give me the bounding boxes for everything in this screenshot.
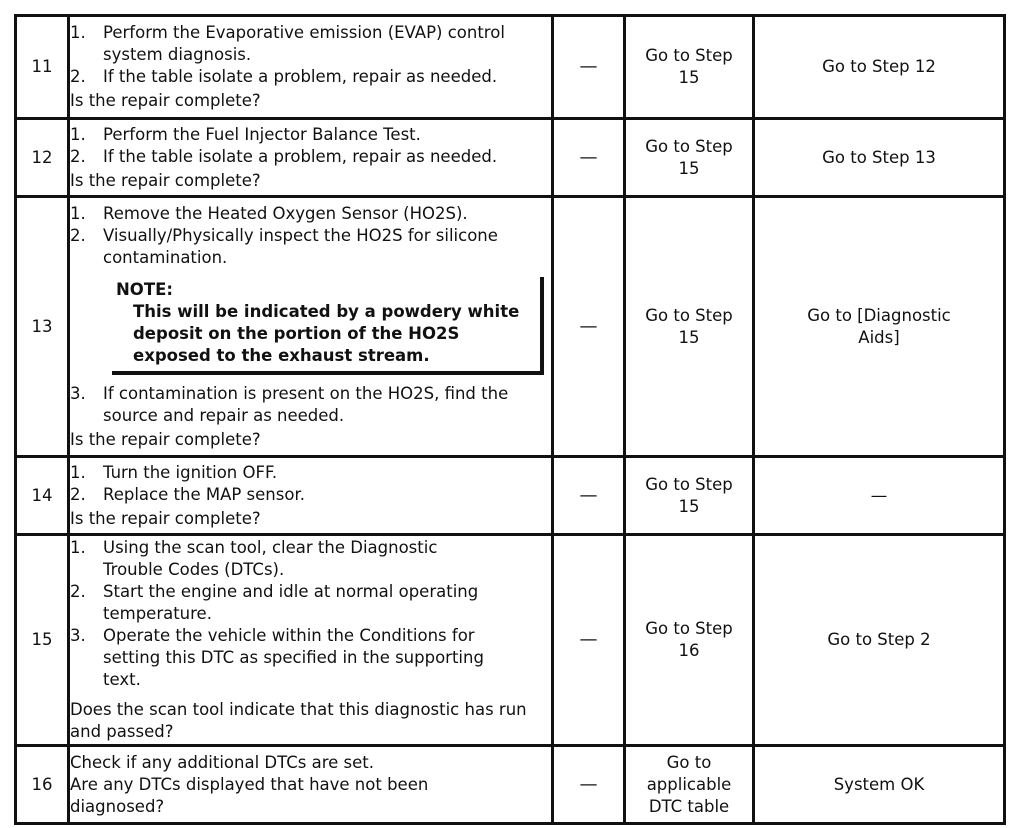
yes-action: Go to Step 16 [625,535,754,746]
value-cell: — [553,746,625,824]
step-number: 16 [16,746,69,824]
list-item: 1. Remove the Heated Oxygen Sensor (HO2S). [70,203,468,223]
yes-action: Go to applicable DTC table [625,746,754,824]
yes-action: Go to Step 15 [625,457,754,535]
step-number: 11 [16,16,69,119]
question-text: Is the repair complete? [70,170,261,190]
yes-action: Go to Step 15 [625,197,754,457]
table-row [16,457,1005,535]
step-number: 15 [16,535,69,746]
no-action: Go to Step 2 [754,535,1005,746]
table-row [16,119,1005,197]
list-item: 2. If the table isolate a problem, repair as needed. [70,67,498,86]
step-number: 14 [16,457,69,535]
list-item: 1. Perform the Evaporative emission (EVAP) control system diagnosis. [70,23,505,64]
table-row [16,197,1005,457]
action-cell [69,535,553,746]
question-text: Does the scan tool indicate that this diagnostic has run and passed? [70,700,527,741]
diagnostic-table [14,14,1006,825]
note-body: This will be indicated by a powdery white deposit on the portion of the HO2S exposed to the exhaust stream. [133,301,520,365]
step-number: 12 [16,119,69,197]
list-item: 2. If the table isolate a problem, repair as needed. [70,146,498,166]
list-item: 1. Turn the ignition OFF. [70,462,278,482]
note-title: NOTE: [116,279,173,299]
list-item: 1. Perform the Fuel Injector Balance Test. [70,124,421,144]
action-cell [69,457,553,535]
list-item: 3. If contamination is present on the HO2S, find the source and repair as needed. [70,383,509,425]
no-action: System OK [754,746,1005,824]
question-text: Is the repair complete? [70,508,261,528]
list-item: 1. Using the scan tool, clear the Diagnostic Trouble Codes (DTCs). [70,538,438,579]
table-row [16,746,1005,824]
list-item: 2. Start the engine and idle at normal operating temperature. [70,582,479,623]
list-item: 2. Replace the MAP sensor. [70,484,305,504]
table-row [16,535,1005,746]
no-action: Go to Step 13 [754,119,1005,197]
question-text: Are any DTCs displayed that have not been diagnosed? [70,774,429,816]
no-action: Go to [Diagnostic Aids] [754,197,1005,457]
no-action: — [754,457,1005,535]
value-cell: — [553,119,625,197]
action-cell [69,746,553,824]
list-item: 2. Visually/Physically inspect the HO2S for silicone contamination. [70,225,498,267]
list-item: 3. Operate the vehicle within the Conditions for setting this DTC as specified in the supporting text. [70,626,484,689]
question-text: Is the repair complete? [70,91,261,110]
question-text: Is the repair complete? [70,429,261,449]
note-box [112,277,544,375]
value-cell: — [553,16,625,119]
value-cell: — [553,197,625,457]
table-row [16,16,1005,119]
yes-action: Go to Step 15 [625,119,754,197]
action-cell [69,16,553,119]
value-cell: — [553,535,625,746]
value-cell: — [553,457,625,535]
step-number: 13 [16,197,69,457]
check-text: Check if any additional DTCs are set. [70,752,374,772]
no-action: Go to Step 12 [754,16,1005,119]
action-cell [69,119,553,197]
yes-action: Go to Step 15 [625,16,754,119]
action-cell [69,197,553,457]
